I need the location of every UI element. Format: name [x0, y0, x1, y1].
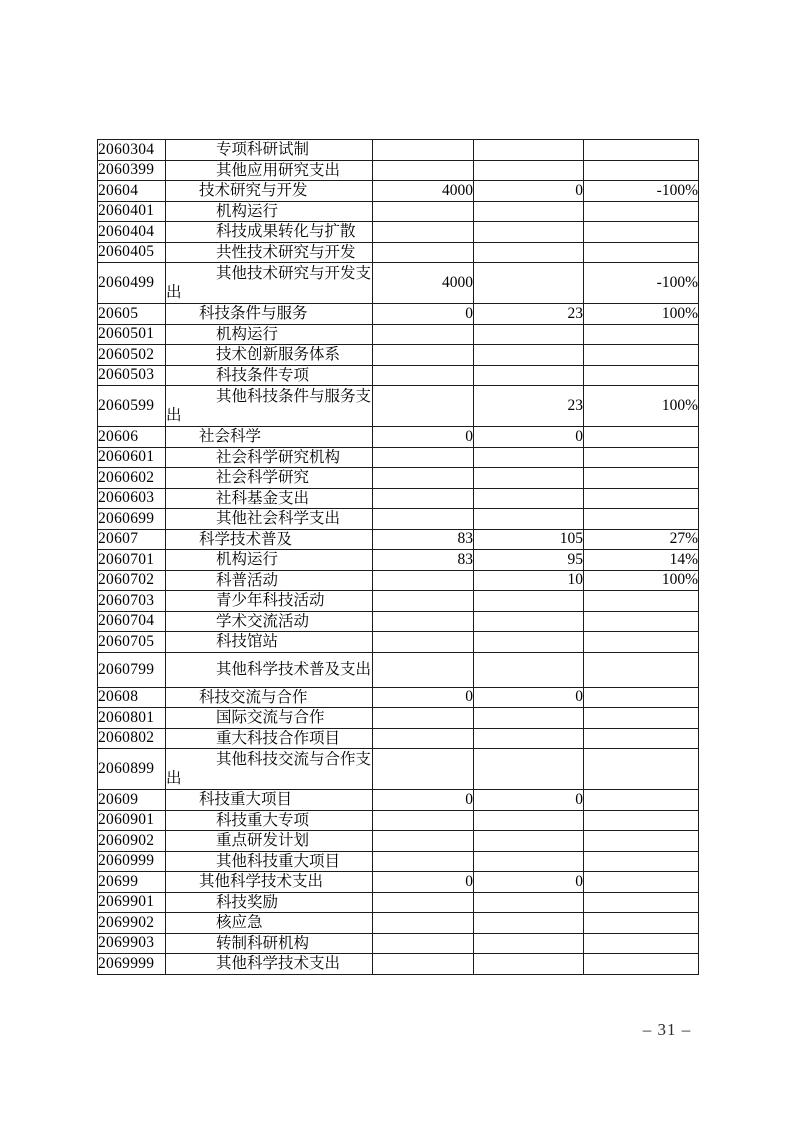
item-name-text: 科学技术普及 [199, 530, 293, 548]
item-name-cell [166, 790, 373, 811]
item-name-text: 核应急 [216, 914, 263, 932]
table-row [98, 160, 699, 181]
amount-cell-1 [373, 652, 474, 687]
item-name-cell [166, 728, 373, 749]
item-name-cell [166, 851, 373, 872]
amount-cell-2: 95 [474, 550, 584, 571]
table-row [98, 708, 699, 729]
change-percent-cell [584, 872, 699, 893]
amount-cell-2: 10 [474, 570, 584, 591]
item-name-text: 机构运行 [216, 551, 279, 569]
table-row [98, 365, 699, 386]
amount-cell-2: 0 [474, 872, 584, 893]
amount-cell-2 [474, 913, 584, 934]
code-cell: 2060802 [98, 728, 166, 749]
item-name-cell [166, 181, 373, 202]
item-name-text: 科技重大项目 [199, 791, 293, 809]
change-percent-cell [584, 488, 699, 509]
item-name-cell [166, 447, 373, 468]
table-row [98, 570, 699, 591]
amount-cell-2 [474, 222, 584, 243]
amount-cell-1: 0 [373, 790, 474, 811]
change-percent-cell [584, 954, 699, 975]
item-name-cell [166, 529, 373, 550]
amount-cell-1: 4000 [373, 181, 474, 202]
item-name-text: 其他应用研究支出 [216, 161, 341, 179]
code-cell: 2060799 [98, 652, 166, 687]
amount-cell-1 [373, 140, 474, 161]
table-row [98, 324, 699, 345]
code-cell: 2060899 [98, 749, 166, 790]
code-cell: 20606 [98, 427, 166, 448]
table-row [98, 728, 699, 749]
change-percent-cell [584, 652, 699, 687]
table-row [98, 447, 699, 468]
amount-cell-1 [373, 242, 474, 263]
code-cell: 20605 [98, 304, 166, 325]
code-cell: 20609 [98, 790, 166, 811]
amount-cell-1 [373, 509, 474, 530]
amount-cell-1: 83 [373, 550, 474, 571]
item-name-text: 机构运行 [216, 202, 279, 220]
table-row [98, 488, 699, 509]
amount-cell-1 [373, 160, 474, 181]
item-name-cell [166, 488, 373, 509]
code-cell: 2060405 [98, 242, 166, 263]
code-cell: 2069901 [98, 892, 166, 913]
amount-cell-2: 0 [474, 687, 584, 708]
amount-cell-1 [373, 933, 474, 954]
item-name-cell [166, 687, 373, 708]
amount-cell-2: 0 [474, 427, 584, 448]
code-cell: 2060599 [98, 386, 166, 427]
item-name-text: 国际交流与合作 [216, 709, 325, 727]
item-name-text: 重点研发计划 [216, 832, 310, 850]
item-name-text: 重大科技合作项目 [216, 729, 341, 747]
amount-cell-2 [474, 488, 584, 509]
table-row [98, 386, 699, 427]
table-row [98, 810, 699, 831]
amount-cell-2 [474, 632, 584, 653]
item-name-cell [166, 632, 373, 653]
item-name-text: 科技馆站 [216, 633, 279, 651]
item-name-cell [166, 427, 373, 448]
item-name-cell [166, 304, 373, 325]
amount-cell-2 [474, 447, 584, 468]
change-percent-cell [584, 427, 699, 448]
table-row [98, 304, 699, 325]
table-row [98, 892, 699, 913]
table-row [98, 632, 699, 653]
code-cell: 2069999 [98, 954, 166, 975]
table-row [98, 611, 699, 632]
page-number: – 31 – [642, 1020, 692, 1039]
change-percent-cell: 27% [584, 529, 699, 550]
amount-cell-2 [474, 242, 584, 263]
code-cell: 2060501 [98, 324, 166, 345]
item-name-text: 其他科技重大项目 [216, 852, 341, 870]
item-name-cell [166, 892, 373, 913]
table-row [98, 222, 699, 243]
change-percent-cell: 100% [584, 386, 699, 427]
code-cell: 2060704 [98, 611, 166, 632]
amount-cell-2: 105 [474, 529, 584, 550]
code-cell: 2060705 [98, 632, 166, 653]
item-name-cell [166, 810, 373, 831]
item-name-cell [166, 954, 373, 975]
item-name-cell [166, 242, 373, 263]
amount-cell-1 [373, 728, 474, 749]
item-name-text: 学术交流活动 [216, 612, 310, 630]
item-name-cell [166, 222, 373, 243]
amount-cell-2 [474, 810, 584, 831]
amount-cell-2 [474, 509, 584, 530]
amount-cell-1 [373, 708, 474, 729]
change-percent-cell [584, 345, 699, 366]
change-percent-cell [584, 933, 699, 954]
code-cell: 2060502 [98, 345, 166, 366]
amount-cell-2 [474, 365, 584, 386]
budget-table [97, 139, 699, 975]
code-cell: 2069902 [98, 913, 166, 934]
item-name-text: 其他社会科学支出 [216, 510, 341, 528]
amount-cell-1 [373, 591, 474, 612]
amount-cell-1 [373, 201, 474, 222]
amount-cell-2 [474, 160, 584, 181]
table-row [98, 913, 699, 934]
amount-cell-2 [474, 954, 584, 975]
amount-cell-1: 0 [373, 304, 474, 325]
change-percent-cell: 100% [584, 304, 699, 325]
amount-cell-1 [373, 468, 474, 489]
code-cell: 20604 [98, 181, 166, 202]
budget-table-body [98, 140, 699, 975]
change-percent-cell: 14% [584, 550, 699, 571]
code-cell: 2069903 [98, 933, 166, 954]
change-percent-cell: -100% [584, 263, 699, 304]
amount-cell-2 [474, 708, 584, 729]
amount-cell-2 [474, 652, 584, 687]
amount-cell-2 [474, 324, 584, 345]
change-percent-cell: 100% [584, 570, 699, 591]
change-percent-cell [584, 160, 699, 181]
item-name-text: 社会科学研究机构 [216, 448, 341, 466]
item-name-text: 其他科学技术普及支出 [216, 661, 372, 678]
amount-cell-1 [373, 570, 474, 591]
code-cell: 2060601 [98, 447, 166, 468]
code-cell: 2060701 [98, 550, 166, 571]
amount-cell-2: 23 [474, 304, 584, 325]
item-name-text: 科技条件专项 [216, 366, 310, 384]
code-cell: 20607 [98, 529, 166, 550]
change-percent-cell [584, 509, 699, 530]
amount-cell-2 [474, 140, 584, 161]
item-name-text: 科技重大专项 [216, 811, 310, 829]
change-percent-cell: -100% [584, 181, 699, 202]
amount-cell-1 [373, 913, 474, 934]
item-name-cell [166, 160, 373, 181]
item-name-text: 其他科技条件与服务支出 [166, 388, 372, 424]
item-name-text: 社会科学研究 [216, 469, 310, 487]
amount-cell-2: 23 [474, 386, 584, 427]
table-row [98, 181, 699, 202]
amount-cell-2 [474, 591, 584, 612]
amount-cell-1 [373, 892, 474, 913]
amount-cell-2 [474, 468, 584, 489]
amount-cell-2 [474, 611, 584, 632]
code-cell: 2060801 [98, 708, 166, 729]
item-name-text: 科技奖励 [216, 893, 279, 911]
change-percent-cell [584, 851, 699, 872]
item-name-text: 技术研究与开发 [199, 182, 308, 200]
item-name-cell [166, 386, 373, 427]
change-percent-cell [584, 324, 699, 345]
code-cell: 2060404 [98, 222, 166, 243]
amount-cell-1: 0 [373, 427, 474, 448]
table-row [98, 201, 699, 222]
amount-cell-2 [474, 728, 584, 749]
change-percent-cell [584, 365, 699, 386]
item-name-cell [166, 611, 373, 632]
item-name-cell [166, 345, 373, 366]
change-percent-cell [584, 447, 699, 468]
item-name-text: 社会科学 [199, 428, 262, 446]
amount-cell-2 [474, 201, 584, 222]
change-percent-cell [584, 831, 699, 852]
table-row [98, 468, 699, 489]
item-name-cell [166, 509, 373, 530]
change-percent-cell [584, 468, 699, 489]
amount-cell-1 [373, 611, 474, 632]
change-percent-cell [584, 892, 699, 913]
change-percent-cell [584, 140, 699, 161]
change-percent-cell [584, 810, 699, 831]
code-cell: 2060703 [98, 591, 166, 612]
item-name-cell [166, 749, 373, 790]
item-name-text: 转制科研机构 [216, 934, 310, 952]
item-name-text: 科技交流与合作 [199, 688, 308, 706]
code-cell: 2060401 [98, 201, 166, 222]
table-row [98, 242, 699, 263]
change-percent-cell [584, 591, 699, 612]
item-name-cell [166, 708, 373, 729]
amount-cell-1 [373, 447, 474, 468]
table-row [98, 831, 699, 852]
item-name-cell [166, 468, 373, 489]
table-row [98, 140, 699, 161]
table-row [98, 509, 699, 530]
table-row [98, 652, 699, 687]
code-cell: 2060602 [98, 468, 166, 489]
item-name-cell [166, 652, 373, 687]
item-name-cell [166, 263, 373, 304]
amount-cell-1 [373, 345, 474, 366]
item-name-cell [166, 831, 373, 852]
change-percent-cell [584, 687, 699, 708]
table-row [98, 749, 699, 790]
code-cell: 2060503 [98, 365, 166, 386]
amount-cell-2 [474, 345, 584, 366]
amount-cell-1: 0 [373, 872, 474, 893]
change-percent-cell [584, 242, 699, 263]
amount-cell-2: 0 [474, 790, 584, 811]
code-cell: 2060901 [98, 810, 166, 831]
item-name-cell [166, 140, 373, 161]
item-name-text: 青少年科技活动 [216, 592, 325, 610]
item-name-text: 社科基金支出 [216, 489, 310, 507]
amount-cell-1: 83 [373, 529, 474, 550]
table-row [98, 345, 699, 366]
change-percent-cell [584, 913, 699, 934]
table-row [98, 529, 699, 550]
item-name-text: 机构运行 [216, 325, 279, 343]
change-percent-cell [584, 790, 699, 811]
item-name-text: 其他科学技术支出 [216, 955, 341, 973]
item-name-text: 科技成果转化与扩散 [216, 223, 356, 241]
amount-cell-1 [373, 365, 474, 386]
amount-cell-2 [474, 851, 584, 872]
table-row [98, 954, 699, 975]
change-percent-cell [584, 611, 699, 632]
item-name-cell [166, 201, 373, 222]
change-percent-cell [584, 708, 699, 729]
amount-cell-2 [474, 749, 584, 790]
amount-cell-1 [373, 749, 474, 790]
amount-cell-2 [474, 933, 584, 954]
amount-cell-1 [373, 324, 474, 345]
item-name-text: 其他技术研究与开发支出 [166, 265, 372, 301]
item-name-text: 科普活动 [216, 571, 279, 589]
change-percent-cell [584, 728, 699, 749]
item-name-cell [166, 550, 373, 571]
code-cell: 20608 [98, 687, 166, 708]
item-name-text: 共性技术研究与开发 [216, 243, 356, 261]
amount-cell-1: 0 [373, 687, 474, 708]
code-cell: 2060304 [98, 140, 166, 161]
table-row [98, 591, 699, 612]
amount-cell-1 [373, 831, 474, 852]
table-row [98, 851, 699, 872]
code-cell: 2060699 [98, 509, 166, 530]
code-cell: 2060603 [98, 488, 166, 509]
item-name-cell [166, 570, 373, 591]
code-cell: 2060399 [98, 160, 166, 181]
change-percent-cell [584, 749, 699, 790]
item-name-text: 专项科研试制 [216, 141, 310, 159]
code-cell: 2060702 [98, 570, 166, 591]
amount-cell-2 [474, 892, 584, 913]
change-percent-cell [584, 632, 699, 653]
amount-cell-2 [474, 263, 584, 304]
table-row [98, 872, 699, 893]
amount-cell-1 [373, 222, 474, 243]
amount-cell-1 [373, 632, 474, 653]
amount-cell-2 [474, 831, 584, 852]
amount-cell-1 [373, 851, 474, 872]
table-row [98, 687, 699, 708]
code-cell: 2060499 [98, 263, 166, 304]
change-percent-cell [584, 201, 699, 222]
item-name-text: 其他科技交流与合作支出 [166, 751, 372, 787]
amount-cell-1 [373, 386, 474, 427]
code-cell: 20699 [98, 872, 166, 893]
table-row [98, 790, 699, 811]
item-name-text: 科技条件与服务 [199, 305, 308, 323]
amount-cell-1 [373, 488, 474, 509]
code-cell: 2060999 [98, 851, 166, 872]
item-name-cell [166, 933, 373, 954]
table-row [98, 263, 699, 304]
item-name-cell [166, 324, 373, 345]
amount-cell-2: 0 [474, 181, 584, 202]
item-name-cell [166, 591, 373, 612]
item-name-cell [166, 365, 373, 386]
item-name-cell [166, 913, 373, 934]
table-row [98, 550, 699, 571]
code-cell: 2060902 [98, 831, 166, 852]
table-row [98, 933, 699, 954]
change-percent-cell [584, 222, 699, 243]
item-name-cell [166, 872, 373, 893]
item-name-text: 其他科学技术支出 [199, 873, 324, 891]
amount-cell-1: 4000 [373, 263, 474, 304]
table-row [98, 427, 699, 448]
amount-cell-1 [373, 954, 474, 975]
amount-cell-1 [373, 810, 474, 831]
item-name-text: 技术创新服务体系 [216, 346, 341, 364]
